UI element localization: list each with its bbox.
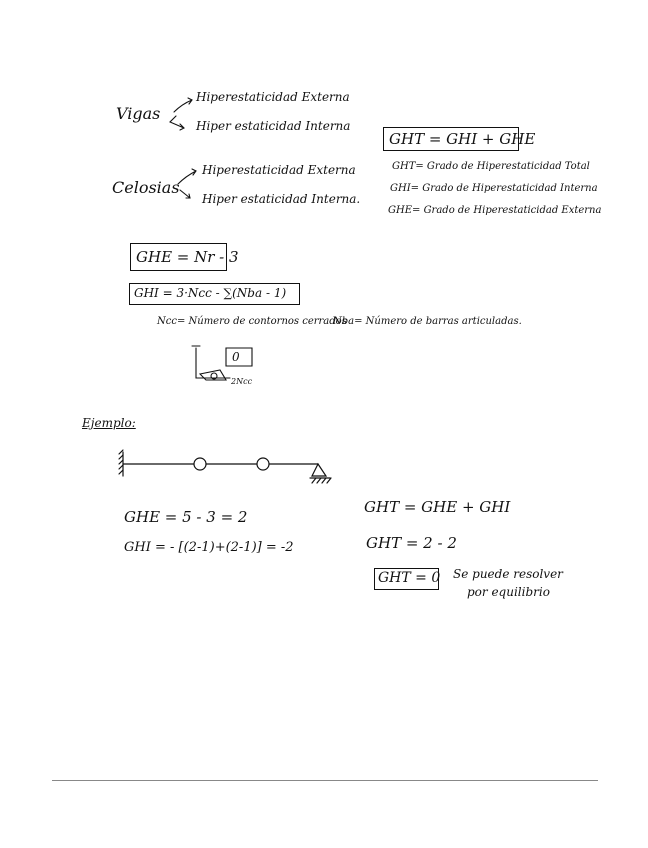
footer-divider — [52, 780, 598, 781]
definition-ghi: GHI= Grado de Hiperestaticidad Interna — [390, 183, 598, 194]
celosias-item-internal: Hiper estaticidad Interna. — [202, 192, 361, 206]
example-beam — [119, 450, 331, 483]
vigas-arrow-up — [174, 98, 192, 112]
celosias-arrow-down — [180, 190, 190, 198]
example-conclusion-line2: por equilibrio — [467, 585, 550, 599]
celosias-label: Celosias — [112, 178, 180, 197]
definition-ghe: GHE= Grado de Hiperestaticidad Externa — [388, 205, 602, 216]
example-conclusion-line1: Se puede resolver — [453, 567, 563, 581]
example-ght-values: GHT = 2 - 2 — [366, 534, 457, 552]
definition-ght: GHT= Grado de Hiperestaticidad Total — [392, 161, 590, 172]
legend-nba: Nba= Número de barras articuladas. — [333, 316, 522, 327]
ght-formula: GHT = GHI + GHE — [389, 130, 536, 148]
ghe-formula: GHE = Nr - 3 — [136, 248, 239, 266]
closed-contour-sketch — [192, 346, 252, 380]
ghi-formula: GHI = 3·Ncc - ∑(Nba - 1) — [134, 286, 287, 300]
sketch-zero-label: 0 — [232, 350, 240, 364]
vigas-item-internal: Hiper estaticidad Interna — [196, 119, 351, 133]
vigas-item-external: Hiperestaticidad Externa — [196, 90, 350, 104]
celosias-arrow-up — [178, 169, 196, 184]
example-heading: Ejemplo: — [82, 416, 136, 430]
example-ght-result: GHT = 0 — [378, 570, 441, 586]
example-ghe: GHE = 5 - 3 = 2 — [124, 508, 248, 526]
example-ghi: GHI = - [(2-1)+(2-1)] = -2 — [124, 540, 294, 555]
example-ght: GHT = GHE + GHI — [364, 498, 511, 516]
vigas-label: Vigas — [116, 104, 161, 123]
legend-ncc: Ncc= Número de contornos cerrados — [157, 316, 347, 327]
vigas-arrow-down — [170, 116, 184, 130]
sketch-ncc-note: 2Ncc — [231, 377, 253, 386]
celosias-item-external: Hiperestaticidad Externa — [202, 163, 356, 177]
